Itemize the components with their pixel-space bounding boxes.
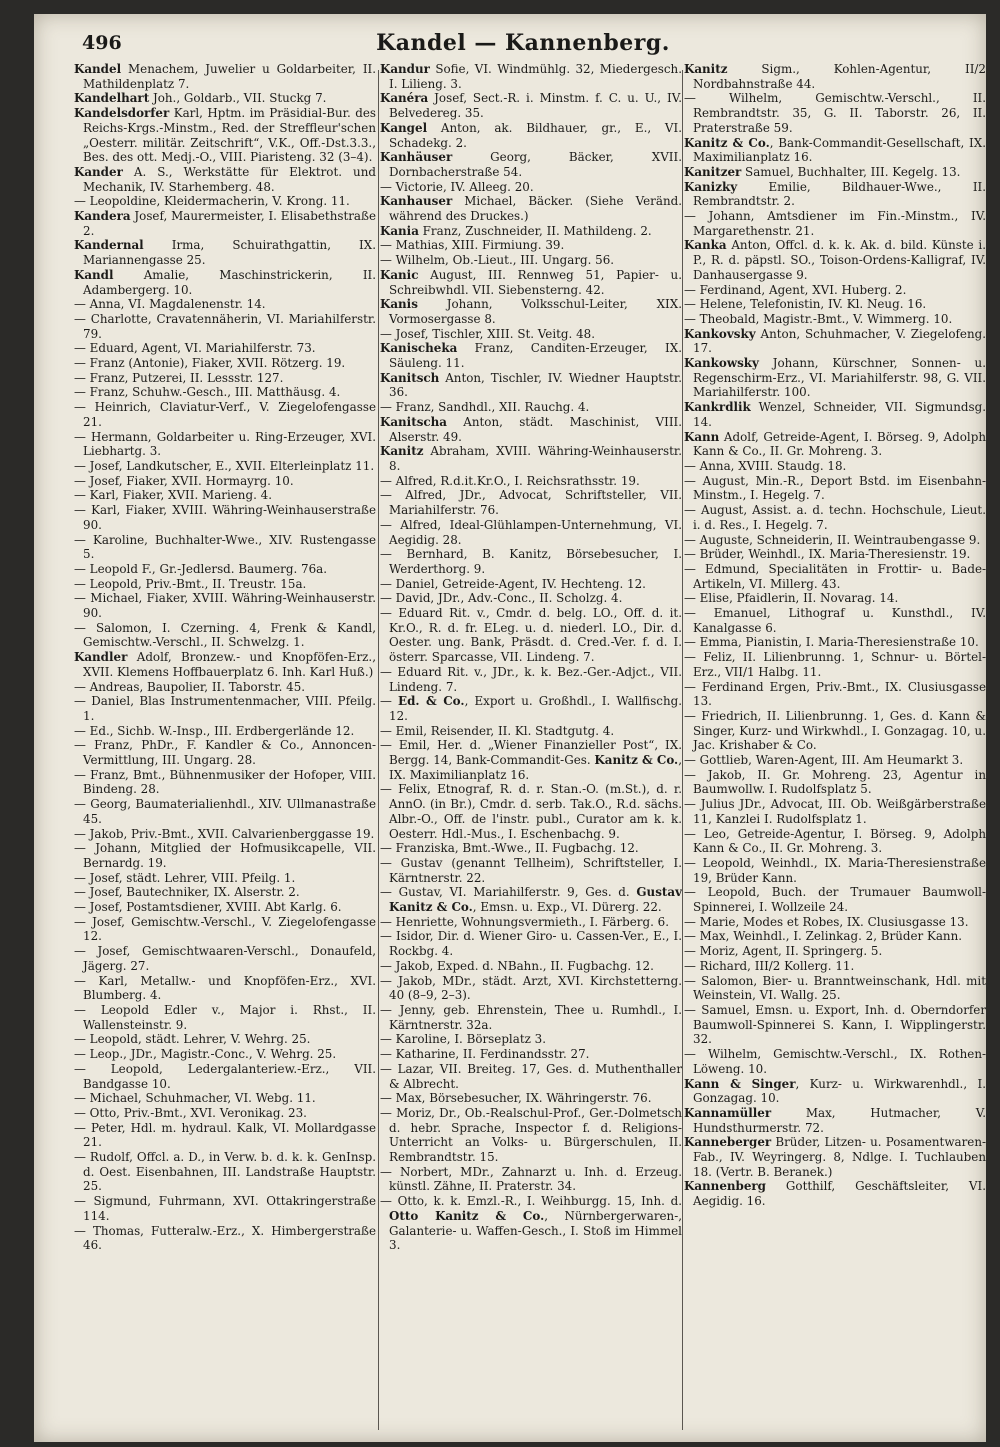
directory-entry: — Franziska, Bmt.-Wwe., II. Fugbachg. 12. (380, 841, 639, 856)
directory-entry: — Brüder, Weinhdl., IX. Maria-Theresienstr. 19. (684, 547, 971, 562)
directory-entry: Kandelhart Joh., Goldarb., VII. Stuckg 7. (74, 91, 327, 106)
directory-entry: Kandler Adolf, Bronzew.- und Knopföfen-Erz., XVII. Klemens Hoffbauerplatz 6. Inh. Karl Huß.) (74, 650, 376, 679)
directory-entry: — Ed., Sichb. W.-Insp., III. Erdbergerlände 12. (74, 723, 355, 738)
directory-entry: — Jakob, MDr., städt. Arzt, XVI. Kirchstetterng. 40 (8–9, 2–3). (380, 973, 682, 1003)
directory-entry: Kanitz Sigm., Kohlen-Agentur, II/2 Nordbahnstraße 44. (684, 62, 986, 91)
directory-entry: — Josef, Gemischtwaaren-Verschl., Donaufeld, Jägerg. 27. (74, 944, 376, 973)
directory-entry: — Wilhelm, Gemischtw.-Verschl., II. Rembrandtstr. 35, G. II. Taborstr. 26, II. Praterstraße 59. (684, 91, 986, 135)
directory-entry: — Josef, Postamtsdiener, XVIII. Abt Karlg. 6. (74, 900, 342, 915)
directory-entry: — Sigmund, Fuhrmann, XVI. Ottakringerstraße 114. (74, 1194, 376, 1223)
directory-entry: — Gustav (genannt Tellheim), Schriftsteller, I. Kärntnerstr. 22. (380, 855, 682, 885)
directory-entry: — Georg, Baumaterialienhdl., XIV. Ullmanastraße 45. (74, 797, 376, 826)
directory-entry: — Michael, Fiaker, XVIII. Währing-Weinhauserstr. 90. (74, 591, 376, 621)
directory-entry: — Eduard Rit. v., JDr., k. k. Bez.-Ger.-Adjct., VII. Lindeng. 7. (380, 664, 682, 694)
directory-entry: Kannenberg Gotthilf, Geschäftsleiter, VI. Aegidig. 16. (684, 1179, 986, 1209)
directory-entry: — Gottlieb, Waren-Agent, III. Am Heumarkt 3. (684, 753, 964, 768)
directory-entry: — Karl, Fiaker, XVII. Marieng. 4. (74, 488, 272, 503)
directory-entry: — Peter, Hdl. m. hydraul. Kalk, VI. Mollardgasse 21. (74, 1120, 376, 1150)
directory-page (34, 14, 986, 1442)
directory-entry: — Ed. & Co., Export u. Großhdl., I. Wallfischg. 12. (380, 694, 682, 723)
directory-entry: — Franz, Putzerei, II. Lessstr. 127. (74, 370, 284, 385)
directory-entry: — Emma, Pianistin, I. Maria-Theresienstraße 10. (684, 635, 979, 650)
directory-entry: Kanhauser Michael, Bäcker. (Siehe Veränd. während des Druckes.) (380, 194, 682, 224)
directory-entry: — Josef, städt. Lehrer, VIII. Pfeilg. 1. (74, 870, 296, 885)
directory-entry: — Otto, Priv.-Bmt., XVI. Veronikag. 23. (74, 1105, 307, 1120)
directory-entry: Kandur Sofie, VI. Windmühlg. 32, Miedergesch. I. Lilieng. 3. (380, 62, 682, 91)
directory-entry: Kann Adolf, Getreide-Agent, I. Börseg. 9, Adolph Kann & Co., II. Gr. Mohreng. 3. (684, 429, 986, 459)
directory-entry: — Elise, Pfaidlerin, II. Novarag. 14. (684, 591, 899, 606)
directory-entry: — Michael, Schuhmacher, VI. Webg. 11. (74, 1091, 316, 1106)
directory-entry: — Emil, Her. d. „Wiener Finanzieller Post“, IX. Bergg. 14, Bank-Commandit-Ges. Kanitz & Co., IX. Maximilianplatz 16. (380, 738, 682, 782)
directory-entry: Kanis Johann, Volksschul-Leiter, XIX. Vormosergasse 8. (380, 297, 682, 326)
directory-entry: Kanitzer Samuel, Buchhalter, III. Kegelg. 13. (684, 164, 961, 179)
directory-entry: — Wilhelm, Ob.-Lieut., III. Ungarg. 56. (380, 253, 615, 268)
directory-entry: Kandl Amalie, Maschinstrickerin, II. Adambergerg. 10. (74, 267, 376, 297)
directory-entry: — Moriz, Agent, II. Springerg. 5. (684, 944, 883, 959)
directory-entry: — Julius JDr., Advocat, III. Ob. Weißgärberstraße 11, Kanzlei I. Rudolfsplatz 1. (684, 797, 986, 826)
directory-entry: — Anna, VI. Magdalenenstr. 14. (74, 297, 266, 312)
directory-entry: — Salomon, Bier- u. Branntweinschank, Hdl. mit Weinstein, VI. Wallg. 25. (684, 973, 986, 1003)
directory-entry: Kanitz & Co., Bank-Commandit-Gesellschaft, IX. Maximilianplatz 16. (684, 135, 986, 165)
page-header (74, 28, 972, 64)
directory-entry: — Leopold, städt. Lehrer, V. Wehrg. 25. (74, 1032, 311, 1047)
directory-entry: — Katharine, II. Ferdinandsstr. 27. (380, 1047, 590, 1062)
column-1 (74, 62, 376, 1434)
directory-entry: — Feliz, II. Lilienbrunng. 1, Schnur- u. Börtel-Erz., VII/1 Halbg. 11. (684, 650, 986, 679)
directory-entry: — Gustav, VI. Mariahilferstr. 9, Ges. d. Gustav Kanitz & Co., Emsn. u. Exp., VI. Dürerg. 22. (380, 885, 682, 915)
directory-entry: — Leopold, Priv.-Bmt., II. Treustr. 15a. (74, 576, 307, 591)
directory-entry: — Karoline, I. Börseplatz 3. (380, 1032, 546, 1047)
directory-entry: Kandel Menachem, Juwelier u Goldarbeiter, II. Mathildenplatz 7. (74, 62, 376, 91)
column-divider (682, 70, 683, 1430)
directory-entry: — Emanuel, Lithograf u. Kunsthdl., IV. Kanalgasse 6. (684, 606, 986, 635)
directory-entry: — Wilhelm, Gemischtw.-Verschl., IX. Rothen-Löweng. 10. (684, 1047, 986, 1076)
page-number: 496 (82, 32, 122, 54)
directory-entry: — Jenny, geb. Ehrenstein, Thee u. Rumhdl., I. Kärntnerstr. 32a. (380, 1003, 682, 1032)
directory-entry: — Heinrich, Claviatur-Verf., V. Ziegelofengasse 21. (74, 400, 376, 429)
directory-entry: — Franz, Bmt., Bühnenmusiker der Hofoper, VIII. Bindeng. 28. (74, 767, 376, 797)
directory-entry: — Franz, Schuhw.-Gesch., III. Matthäusg. 4. (74, 385, 341, 400)
directory-entry: — Josef, Bautechniker, IX. Alserstr. 2. (74, 885, 300, 900)
directory-entry: — Daniel, Blas Instrumentenmacher, VIII. Pfeilg. 1. (74, 694, 376, 723)
directory-entry: Kanka Anton, Offcl. d. k. k. Ak. d. bild. Künste i. P., R. d. päpstl. SO., Toison-Ordens-Kalligraf, IV. Danhausergasse 9. (684, 238, 986, 282)
directory-entry: — Alfred, R.d.it.Kr.O., I. Reichsrathsstr. 19. (380, 473, 640, 488)
directory-entry: Kankovsky Anton, Schuhmacher, V. Ziegelofeng. 17. (684, 326, 986, 356)
directory-entry: — Andreas, Baupolier, II. Taborstr. 45. (74, 679, 306, 694)
directory-entry: — August, Min.-R., Deport Bstd. im Eisenbahn-Minstm., I. Hegelg. 7. (684, 473, 986, 503)
directory-entry: Kanischeka Franz, Canditen-Erzeuger, IX. Säuleng. 11. (380, 341, 682, 371)
directory-entry: Kanéra Josef, Sect.-R. i. Minstm. f. C. u. U., IV. Belvedereg. 35. (380, 91, 682, 121)
directory-entry: — Leo, Getreide-Agentur, I. Börseg. 9, Adolph Kann & Co., II. Gr. Mohreng. 3. (684, 826, 986, 856)
directory-entry: — Anna, XVIII. Staudg. 18. (684, 458, 847, 473)
directory-entry: — Leopold Edler v., Major i. Rhst., II. Wallensteinstr. 9. (74, 1003, 376, 1032)
directory-entry: — Henriette, Wohnungsvermieth., I. Färberg. 6. (380, 914, 669, 929)
directory-entry: — Rudolf, Offcl. a. D., in Verw. b. d. k. k. GenInsp. d. Oest. Eisenbahnen, III. Landstraße Hauptstr. 25. (74, 1150, 376, 1194)
directory-entry: — Josef, Tischler, XIII. St. Veitg. 48. (380, 326, 595, 341)
directory-entry: — Eduard, Agent, VI. Mariahilferstr. 73. (74, 341, 316, 356)
directory-entry: Kannamüller Max, Hutmacher, V. Hundsthurmerstr. 72. (684, 1105, 986, 1135)
directory-entry: — Leopold F., Gr.-Jedlersd. Baumerg. 76a. (74, 561, 327, 576)
directory-entry: — Leop., JDr., Magistr.-Conc., V. Wehrg. 25. (74, 1047, 337, 1062)
directory-entry: — Karl, Metallw.- und Knopföfen-Erz., XVI. Blumberg. 4. (74, 973, 376, 1003)
directory-entry: — Friedrich, II. Lilienbrunng. 1, Ges. d. Kann & Singer, Kurz- und Wirkwhdl., I. Gonzagag. 10, u. Jac. Krishaber & Co. (684, 708, 986, 753)
directory-entry: — Marie, Modes et Robes, IX. Clusiusgasse 13. (684, 914, 969, 929)
directory-entry: — Samuel, Emsn. u. Export, Inh. d. Oberndorfer Baumwoll-Spinnerei S. Kann, I. Wipplingerstr. 32. (684, 1003, 986, 1047)
directory-entry: — Ferdinand Ergen, Priv.-Bmt., IX. Clusiusgasse 13. (684, 679, 986, 709)
column-divider (378, 70, 379, 1430)
column-3 (684, 62, 986, 1434)
directory-entry: — Jakob, II. Gr. Mohreng. 23, Agentur in Baumwollw. I. Rudolfsplatz 5. (684, 767, 986, 797)
directory-entry: Kanitsch Anton, Tischler, IV. Wiedner Hauptstr. 36. (380, 370, 682, 400)
directory-entry: — Leopoldine, Kleidermacherin, V. Krong. 11. (74, 194, 350, 209)
directory-entry: — Charlotte, Cravatennäherin, VI. Mariahilferstr. 79. (74, 311, 376, 341)
directory-entry: — Emil, Reisender, II. Kl. Stadtgutg. 4. (380, 723, 615, 738)
directory-entry: — Johann, Amtsdiener im Fin.-Minstm., IV. Margarethenstr. 21. (684, 209, 986, 238)
directory-entry: — Josef, Gemischtw.-Verschl., V. Ziegelofengasse 12. (74, 914, 376, 944)
directory-entry: — Otto, k. k. Emzl.-R., I. Weihburgg. 15, Inh. d. Otto Kanitz & Co., Nürnbergerwaren-, Galanterie- u. Waffen-Gesch., I. Stoß im Himmel 3. (380, 1194, 682, 1253)
directory-entry: — Max, Weinhdl., I. Zelinkag. 2, Brüder Kann. (684, 929, 963, 944)
directory-entry: — Norbert, MDr., Zahnarzt u. Inh. d. Erzeug. künstl. Zähne, II. Praterstr. 34. (380, 1164, 682, 1194)
directory-entry: — David, JDr., Adv.-Conc., II. Scholzg. 4. (380, 591, 623, 606)
directory-entry: — Jakob, Priv.-Bmt., XVII. Calvarienberggasse 19. (74, 826, 375, 841)
directory-entry: Kankrdlik Wenzel, Schneider, VII. Sigmundsg. 14. (684, 400, 986, 429)
directory-entry: — Max, Börsebesucher, IX. Währingerstr. 76. (380, 1091, 652, 1106)
directory-entry: — Leopold, Buch. der Trumauer Baumwoll-Spinnerei, I. Wollzeile 24. (684, 885, 986, 915)
directory-entry: Kann & Singer, Kurz- u. Wirkwarenhdl., I. Gonzagag. 10. (684, 1076, 986, 1106)
directory-entry: — Karl, Fiaker, XVIII. Währing-Weinhauserstraße 90. (74, 503, 376, 532)
directory-entry: — Alfred, JDr., Advocat, Schriftsteller, VII. Mariahilferstr. 76. (380, 488, 682, 518)
directory-entry: — Moriz, Dr., Ob.-Realschul-Prof., Ger.-Dolmetsch d. hebr. Sprache, Inspector f. d. Religions-Unterricht an Volks- u. Bürgerschulen, II. Rembrandtstr. 15. (380, 1105, 682, 1165)
directory-entry: — Eduard Rit. v., Cmdr. d. belg. LO., Off. d. it. Kr.O., R. d. fr. ELeg. u. d. niederl. LO., Dir. d. Oester. ung. Bank, Präsdt. d. Cred.-Ver. f. d. I. österr. Sparcasse, VII. Lindeng. 7. (380, 606, 682, 665)
directory-entry: Kangel Anton, ak. Bildhauer, gr., E., VI. Schadekg. 2. (380, 120, 682, 150)
directory-entry: Kanneberger Brüder, Litzen- u. Posamentwaren-Fab., IV. Weyringerg. 8, Ndlge. I. Tuchlauben 18. (Vertr. B. Beranek.) (684, 1135, 986, 1179)
directory-entry: — Karoline, Buchhalter-Wwe., XIV. Rustengasse 5. (74, 532, 376, 562)
directory-entry: Kander A. S., Werkstätte für Elektrot. und Mechanik, IV. Starhemberg. 48. (74, 164, 376, 194)
directory-entry: Kanizky Emilie, Bildhauer-Wwe., II. Rembrandtstr. 2. (684, 179, 986, 209)
directory-entry: — Victorie, IV. Alleeg. 20. (380, 179, 534, 194)
directory-entry: — Leopold, Weinhdl., IX. Maria-Theresienstraße 19, Brüder Kann. (684, 855, 986, 885)
directory-entry: Kanitz Abraham, XVIII. Währing-Weinhauserstr. 8. (380, 444, 682, 473)
directory-entry: Kandelsdorfer Karl, Hptm. im Präsidial-Bur. des Reichs-Krgs.-Minstm., Red. der Streffleur'schen „Oesterr. militär. Zeitschrift“, V.K., Off.-Dst.3.3., Bes. des ott. Medj.-O., VIII. Piaristeng. 32 (3–4). (74, 106, 376, 165)
directory-entry: — Richard, III/2 Kollerg. 11. (684, 958, 855, 973)
directory-entry: — Franz, Sandhdl., XII. Rauchg. 4. (380, 400, 590, 415)
directory-entry: Kanic August, III. Rennweg 51, Papier- u. Schreibwhdl. VII. Siebensterng. 42. (380, 267, 682, 297)
directory-entry: Kania Franz, Zuschneider, II. Mathildeng. 2. (380, 223, 652, 238)
directory-entry: Kanhäuser Georg, Bäcker, XVII. Dornbacherstraße 54. (380, 150, 682, 179)
directory-entry: Kandernal Irma, Schuirathgattin, IX. Mariannengasse 25. (74, 238, 376, 268)
directory-entry: — Franz (Antonie), Fiaker, XVII. Rötzerg. 19. (74, 356, 346, 371)
directory-entry: — Franz, PhDr., F. Kandler & Co., Annoncen-Vermittlung, III. Ungarg. 28. (74, 738, 376, 768)
directory-entry: Kanitscha Anton, städt. Maschinist, VIII. Alserstr. 49. (380, 414, 682, 444)
directory-entry: — Isidor, Dir. d. Wiener Giro- u. Cassen-Ver., E., I. Rockbg. 4. (380, 929, 682, 959)
directory-entry: — August, Assist. a. d. techn. Hochschule, Lieut. i. d. Res., I. Hegelg. 7. (684, 503, 986, 532)
directory-entry: — Salomon, I. Czerning. 4, Frenk & Kandl, Gemischtw.-Verschl., II. Schwelzg. 1. (74, 620, 376, 650)
directory-entry: — Edmund, Specialitäten in Frottir- u. Bade-Artikeln, VI. Millerg. 43. (684, 561, 986, 591)
directory-entry: Kandera Josef, Maurermeister, I. Elisabethstraße 2. (74, 209, 376, 238)
directory-entry: — Josef, Landkutscher, E., XVII. Elterleinplatz 11. (74, 458, 375, 473)
directory-entry: — Lazar, VII. Breiteg. 17, Ges. d. Muthenthaller & Albrecht. (380, 1061, 682, 1091)
directory-entry: — Theobald, Magistr.-Bmt., V. Wimmerg. 10. (684, 311, 953, 326)
directory-entry: — Alfred, Ideal-Glühlampen-Unternehmung, VI. Aegidig. 28. (380, 517, 682, 547)
directory-entry: — Bernhard, B. Kanitz, Börsebesucher, I. Werderthorg. 9. (380, 547, 682, 576)
directory-entry: — Leopold, Ledergalanteriew.-Erz., VII. Bandgasse 10. (74, 1061, 376, 1091)
column-2 (380, 62, 682, 1434)
directory-entry: — Auguste, Schneiderin, II. Weintraubengasse 9. (684, 532, 981, 547)
directory-entry: — Felix, Etnograf, R. d. r. Stan.-O. (m.St.), d. r. AnnO. (in Br.), Cmdr. d. serb. Tak.O., R.d. sächs. Albr.-O., Off. de l'instr. publ., Curator am k. k. Oesterr. Hdl.-Mus., I. Eschenbachg. 9. (380, 782, 682, 841)
directory-entry: — Hermann, Goldarbeiter u. Ring-Erzeuger, XVI. Liebhartg. 3. (74, 429, 376, 459)
directory-entry: — Ferdinand, Agent, XVI. Huberg. 2. (684, 282, 907, 297)
directory-entry: Kankowsky Johann, Kürschner, Sonnen- u. Regenschirm-Erz., VI. Mariahilferstr. 98, G. VII. Mariahilferstr. 100. (684, 356, 986, 400)
directory-entry: — Mathias, XIII. Firmiung. 39. (380, 238, 565, 253)
directory-entry: — Jakob, Exped. d. NBahn., II. Fugbachg. 12. (380, 958, 654, 973)
directory-entry: — Daniel, Getreide-Agent, IV. Hechteng. 12. (380, 576, 646, 591)
directory-entry: — Helene, Telefonistin, IV. Kl. Neug. 16. (684, 297, 927, 312)
directory-entry: — Thomas, Futteralw.-Erz., X. Himbergerstraße 46. (74, 1223, 376, 1253)
directory-entry: — Johann, Mitglied der Hofmusikcapelle, VII. Bernardg. 19. (74, 841, 376, 870)
running-title: Kandel — Kannenberg. (376, 30, 670, 56)
directory-entry: — Josef, Fiaker, XVII. Hormayrg. 10. (74, 473, 294, 488)
